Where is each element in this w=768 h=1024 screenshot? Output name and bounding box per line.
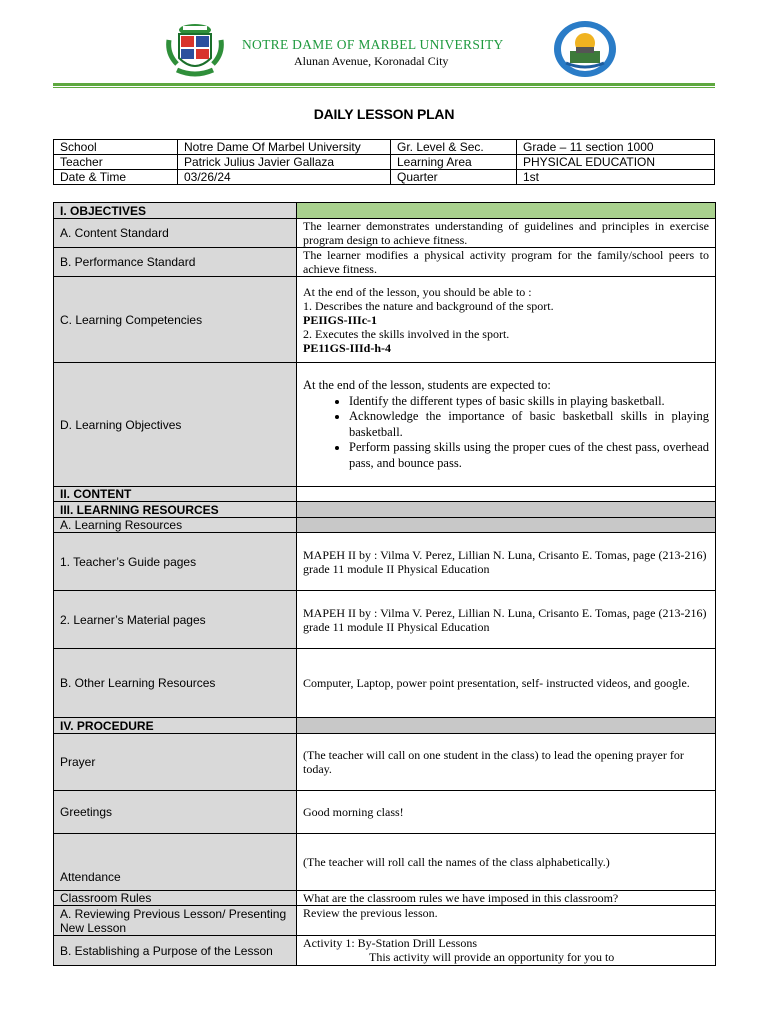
table-row (54, 518, 716, 533)
teachers-guide-value: MAPEH II by : Vilma V. Perez, Lillian N. Luna, Crisanto E. Tomas, page (213-216) grade 11 module II Physical Education (297, 533, 716, 591)
competency-1: 1. Describes the nature and background of the sport. (303, 298, 554, 313)
objectives-heading: I. OBJECTIVES (54, 203, 297, 219)
table-row (54, 649, 716, 718)
purpose-activity: Activity 1: By-Station Drill Lessons (303, 936, 477, 950)
objectives-heading-fill (297, 203, 716, 219)
competencies-label: C. Learning Competencies (54, 277, 297, 363)
table-row (54, 502, 716, 518)
learning-resources-fill (297, 518, 716, 533)
school-seal-icon (552, 19, 618, 79)
table-row (54, 834, 716, 891)
content-heading: II. CONTENT (54, 487, 297, 502)
objectives-list (303, 394, 709, 472)
procedure-heading-fill (297, 718, 716, 734)
university-seal-icon (165, 20, 225, 80)
table-row (54, 140, 715, 155)
date-label: Date & Time (54, 170, 178, 185)
school-label: School (54, 140, 178, 155)
attendance-value: (The teacher will roll call the names of the class alphabetically.) (297, 834, 716, 891)
grade-label: Gr. Level & Sec. (391, 140, 517, 155)
table-row (54, 155, 715, 170)
competency-1-code: PEIIGS-IIIc-1 (303, 312, 378, 327)
performance-standard-value: The learner modifies a physical activity program for the family/school peers to achieve fitness. (297, 248, 716, 277)
other-resources-label: B. Other Learning Resources (54, 649, 297, 718)
objectives-label: D. Learning Objectives (54, 363, 297, 487)
quarter-label: Quarter (391, 170, 517, 185)
competencies-value (297, 277, 716, 363)
prayer-value: (The teacher will call on one student in the class) to lead the opening prayer for today. (297, 734, 716, 791)
purpose-label: B. Establishing a Purpose of the Lesson (54, 936, 297, 966)
objectives-value (297, 363, 716, 487)
objectives-intro: At the end of the lesson, students are expected to: (303, 378, 551, 392)
table-row (54, 248, 716, 277)
content-standard-value: The learner demonstrates understanding of guidelines and principles in exercise program design to achieve fitness. (297, 219, 716, 248)
performance-standard-label: B. Performance Standard (54, 248, 297, 277)
table-row (54, 791, 716, 834)
table-row (54, 170, 715, 185)
letterhead (0, 0, 768, 122)
table-row (54, 203, 716, 219)
table-row (54, 718, 716, 734)
rules-value: What are the classroom rules we have imposed in this classroom? (297, 891, 716, 906)
table-row (54, 487, 716, 502)
school-value: Notre Dame Of Marbel University (178, 140, 391, 155)
quarter-value: 1st (517, 170, 715, 185)
teachers-guide-label: 1. Teacher’s Guide pages (54, 533, 297, 591)
learners-material-label: 2. Learner’s Material pages (54, 591, 297, 649)
other-resources-value: Computer, Laptop, power point presentation, self- instructed videos, and google. (297, 649, 716, 718)
competency-2: 2. Executes the skills involved in the sport. (303, 326, 510, 341)
list-item: • Acknowledge the importance of basic basketball skills in playing basketball. (349, 409, 709, 440)
greetings-value: Good morning class! (297, 791, 716, 834)
table-row (54, 936, 716, 966)
area-label: Learning Area (391, 155, 517, 170)
review-value: Review the previous lesson. (297, 906, 716, 936)
content-heading-fill (297, 487, 716, 502)
date-value: 03/26/24 (178, 170, 391, 185)
university-name: NOTRE DAME OF MARBEL UNIVERSITY (242, 37, 504, 52)
purpose-description: This activity will provide an opportunity for you to (369, 950, 615, 964)
lesson-plan-table (53, 202, 716, 966)
teacher-value: Patrick Julius Javier Gallaza (178, 155, 391, 170)
table-row (54, 363, 716, 487)
competency-2-code: PE11GS-IIId-h-4 (303, 340, 392, 355)
university-address: Alunan Avenue, Koronadal City (294, 54, 449, 68)
attendance-label: Attendance (54, 834, 297, 891)
table-row (54, 906, 716, 936)
header-rule-thin (53, 87, 715, 88)
learners-material-value: MAPEH II by : Vilma V. Perez, Lillian N. Luna, Crisanto E. Tomas, page (213-216) grade 11 module II Physical Education (297, 591, 716, 649)
teacher-label: Teacher (54, 155, 178, 170)
review-label: A. Reviewing Previous Lesson/ Presenting New Lesson (54, 906, 297, 936)
table-row (54, 891, 716, 906)
resources-heading: III. LEARNING RESOURCES (54, 502, 297, 518)
table-row (54, 219, 716, 248)
list-item: • Perform passing skills using the proper cues of the chest pass, overhead pass, and bounce pass. (349, 440, 709, 471)
info-table (53, 139, 715, 185)
rules-label: Classroom Rules (54, 891, 297, 906)
competencies-intro: At the end of the lesson, you should be able to : (303, 284, 532, 299)
procedure-heading: IV. PROCEDURE (54, 718, 297, 734)
prayer-label: Prayer (54, 734, 297, 791)
content-standard-label: A. Content Standard (54, 219, 297, 248)
grade-value: Grade – 11 section 1000 (517, 140, 715, 155)
table-row (54, 591, 716, 649)
page-title: DAILY LESSON PLAN (313, 106, 455, 122)
header-rule (53, 83, 715, 86)
resources-heading-fill (297, 502, 716, 518)
table-row (54, 734, 716, 791)
learning-resources-label: A. Learning Resources (54, 518, 297, 533)
greetings-label: Greetings (54, 791, 297, 834)
table-row (54, 533, 716, 591)
table-row (54, 277, 716, 363)
purpose-value (297, 936, 716, 966)
area-value: PHYSICAL EDUCATION (517, 155, 715, 170)
list-item: • Identify the different types of basic skills in playing basketball. (349, 394, 709, 410)
